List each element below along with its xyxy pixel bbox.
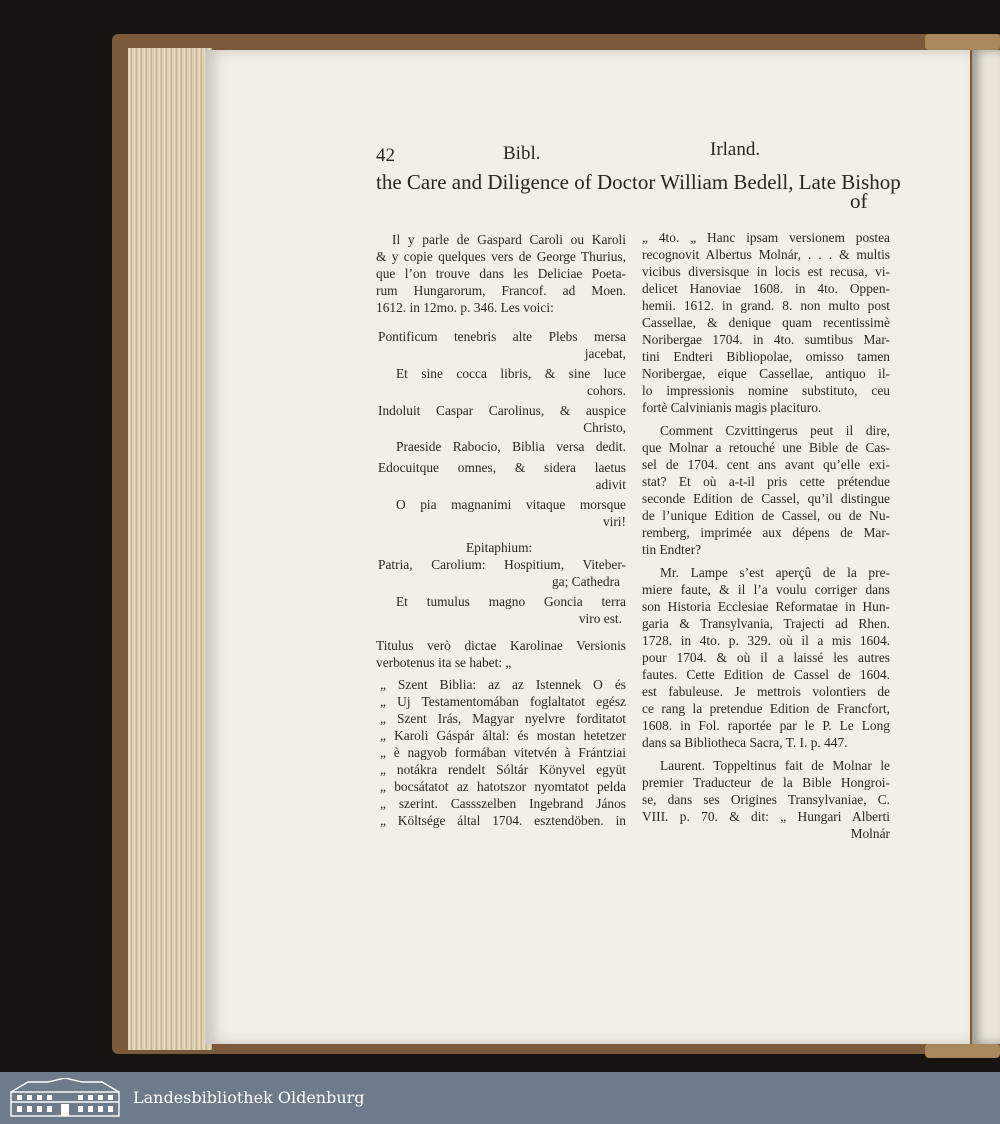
- right-column-line: fautes. Cette Edition de Cassel de 1604.: [642, 667, 890, 682]
- facing-page-edge: [972, 50, 1000, 1044]
- right-column-line: est fabuleuse. Je mettrois volontiers de: [642, 684, 890, 699]
- right-column-line: hemii. 1612. in grand. 8. non multo post: [642, 298, 890, 313]
- hungarian-title-line: „ Szent Irás, Magyar nyelvre forditatot: [380, 711, 626, 726]
- right-column-line: tini Endteri Bibliopolae, omisso tamen: [642, 349, 890, 364]
- right-column-line: 1608. in Fol. raportée par le P. Le Long: [642, 718, 890, 733]
- right-column-line: delicet Hanoviae 1608. in 4to. Oppen-: [642, 281, 890, 296]
- hungarian-title-line: „ Uj Testamentomában foglaltatot egész: [380, 694, 626, 709]
- hungarian-title-line: „ szerint. Cassszelben Ingebrand János: [380, 796, 626, 811]
- right-column-line: se, dans ses Origines Transylvaniae, C.: [642, 792, 890, 807]
- right-column-line: Cassellae, & denique quam recentissimè: [642, 315, 890, 330]
- verse-line: viri!: [602, 514, 626, 529]
- library-building-logo-icon: [8, 1078, 122, 1118]
- right-column-line: „ 4to. „ Hanc ipsam versionem postea: [642, 230, 890, 245]
- right-column-line: VIII. p. 70. & dit: „ Hungari Alberti: [642, 809, 890, 824]
- right-column-line: 1728. in 4to. p. 329. où il a mis 1604.: [642, 633, 890, 648]
- right-column-line: vicibus diversisque in locis est recusa, vi-: [642, 264, 890, 279]
- hungarian-title-line: „ bocsátatot az hatotszor nyomtatot pelda: [380, 779, 626, 794]
- right-column-line: Molnár: [850, 826, 890, 841]
- right-column-line: sel de 1704. cent ans avant qu’elle exi-: [642, 457, 890, 472]
- right-column-line: premier Traducteur de la Bible Hongroi-: [642, 775, 890, 790]
- header-left-title: Bibl.: [503, 143, 541, 164]
- verse-line: Indoluit Caspar Carolinus, & auspice: [378, 403, 626, 418]
- right-column-line: stat? Et où a-t-il pris cette prétendue: [642, 474, 890, 489]
- right-column-line: tin Endter?: [642, 542, 702, 557]
- right-column-line: miere faute, & il l’a voulu corriger dans: [642, 582, 890, 597]
- running-head-line-2: of: [850, 189, 868, 213]
- header-right-title: Irland.: [710, 139, 761, 160]
- right-column-line: pour 1704. & où il a laissé les autres: [642, 650, 890, 665]
- epitaph-line: viro est.: [578, 611, 622, 626]
- verse-line: Et sine cocca libris, & sine luce: [396, 366, 626, 381]
- hungarian-title-line: „ notákra rendelt Sóltár Könyvel együt: [380, 762, 626, 777]
- left-column-line: que l’on trouve dans les Deliciae Poeta-: [376, 266, 626, 281]
- right-column-line: Mr. Lampe s’est aperçû de la pre-: [660, 565, 890, 580]
- verse-line: Praeside Rabocio, Biblia versa dedit.: [396, 439, 626, 454]
- verse-line: jacebat,: [584, 346, 626, 361]
- right-column-line: recognovit Albertus Molnár, . . . & multis: [642, 247, 890, 262]
- verse-line: Edocuitque omnes, & sidera laetus: [378, 460, 626, 475]
- left-column-line: Titulus verò dictae Karolinae Versionis: [376, 638, 626, 653]
- cover-clasp-top: [925, 34, 1000, 50]
- footer-bar: [0, 1072, 1000, 1124]
- right-column-line: seconde Edition de Cassel, qu’il distingue: [642, 491, 890, 506]
- hungarian-title-line: „ è nagyob formában vitetvén à Frántziai: [380, 745, 626, 760]
- right-column-line: ce rang la pretendue Edition de Francfort,: [642, 701, 890, 716]
- left-column-line: Il y parle de Gaspard Caroli ou Karoli: [392, 232, 626, 247]
- right-column-line: que Molnar a retouché une Bible de Cas-: [642, 440, 890, 455]
- epitaph-line: ga; Cathedra: [551, 574, 620, 589]
- verse-line: Christo,: [583, 420, 626, 435]
- cover-clasp-bottom: [925, 1044, 1000, 1058]
- hungarian-title-line: „ Költsége által 1704. esztendöben. in: [380, 813, 626, 828]
- right-column-line: Laurent. Toppeltinus fait de Molnar le: [660, 758, 890, 773]
- right-column-line: de l’unique Edition de Cassel, ou de Nu-: [642, 508, 890, 523]
- left-column-line: verbotenus ita se habet: „: [376, 655, 512, 670]
- page-edges: [128, 48, 212, 1050]
- left-column-line: rum Hungarorum, Francof. ad Moen.: [376, 283, 626, 298]
- right-column-line: remberg, imprimée aux dépens de Mar-: [642, 525, 890, 540]
- hungarian-title-line: „ Karoli Gáspár által: és mostan hetetzer: [380, 728, 626, 743]
- right-column-line: dans sa Bibliotheca Sacra, T. I. p. 447.: [642, 735, 848, 750]
- right-column-line: Comment Czvittingerus peut il dire,: [660, 423, 890, 438]
- right-column-line: son Historia Ecclesiae Reformatae in Hun-: [642, 599, 890, 614]
- right-column-line: garia & Transylvania, Trajecti ad Rhen.: [642, 616, 890, 631]
- epitaph-heading: Epitaphium:: [466, 540, 533, 555]
- verse-line: O pia magnanimi vitaque morsque: [396, 497, 626, 512]
- page-number: 42: [376, 145, 395, 166]
- verse-line: adivit: [595, 477, 626, 492]
- epitaph-line: Et tumulus magno Goncia terra: [396, 594, 626, 609]
- running-head-line-1: the Care and Diligence of Doctor William Bedell, Late Bishop: [376, 170, 901, 194]
- epitaph-line: Patria, Carolium: Hospitium, Viteber-: [378, 557, 626, 572]
- library-name: Landesbibliothek Oldenburg: [133, 1088, 365, 1107]
- left-column-line: & y copie quelques vers de George Thurius,: [376, 249, 626, 264]
- left-column-line: 1612. in 12mo. p. 346. Les voici:: [376, 300, 554, 315]
- right-column-line: lo impressionis nomine substituto, ceu: [642, 383, 890, 398]
- verse-line: Pontificum tenebris alte Plebs mersa: [378, 329, 626, 344]
- hungarian-title-line: „ Szent Biblia: az az Istennek O és: [380, 677, 626, 692]
- right-column-line: Noribergae 1704. in 4to. sumtibus Mar-: [642, 332, 890, 347]
- verse-line: cohors.: [586, 383, 626, 398]
- right-column-line: Noribergae, eique Cassellae, antiquo il-: [642, 366, 890, 381]
- right-column-line: fortè Calvinianis magis placituro.: [642, 400, 822, 415]
